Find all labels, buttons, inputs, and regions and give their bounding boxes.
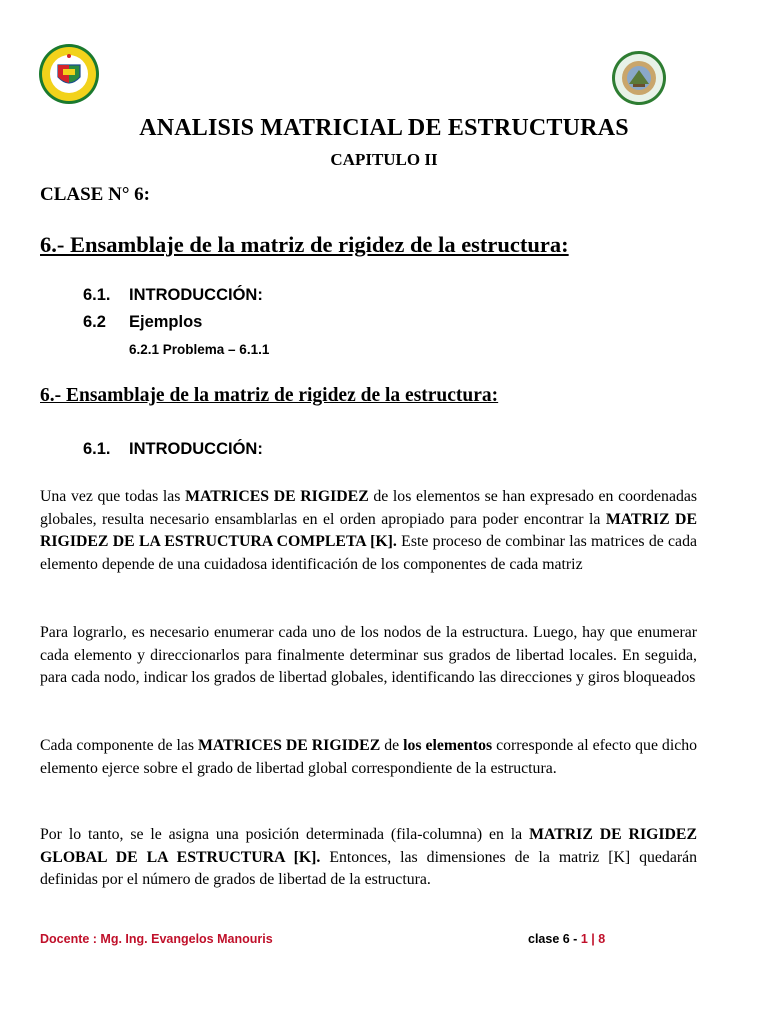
toc-item-text: 6.2.1 Problema – 6.1.1 [129, 342, 270, 357]
paragraph-4: Por lo tanto, se le asigna una posición determinada (fila-columna) en la MATRIZ DE RIGIDEZ GLOBAL DE LA ESTRUCTURA [K]. Entonces, las dimensiones de la matriz [K] quedarán definidas por el número de grados de libertad de la estructura. [40, 826, 698, 888]
footer-separator: | [591, 932, 595, 946]
footer-docente: Docente : Mg. Ing. Evangelos Manouris [40, 932, 273, 946]
engineering-school-seal-icon [611, 50, 667, 106]
section-heading-repeat: 6.- Ensamblaje de la matriz de rigidez de la estructura: [40, 385, 499, 406]
toc-item-text: Ejemplos [129, 313, 203, 331]
university-seal-icon [38, 43, 100, 105]
toc-item-ejemplos [83, 313, 202, 332]
footer-page-number [528, 932, 605, 946]
paragraph-1: Una vez que todas las MATRICES DE RIGIDEZ de los elementos se han expresado en coordenadas globales, resulta necesario ensamblarlas en el orden apropiado para poder encontrar la MATRIZ DE RIGIDEZ DE LA ESTRUCTURA COMPLETA [K]. Este proceso de combinar las matrices de cada elemento depende de una cuidadosa identificación de los componentes de cada matriz [40, 488, 698, 573]
footer-total-pages: 8 [598, 932, 606, 946]
footer-class-label: clase 6 - [528, 932, 578, 946]
toc-item-number: 6.1. [83, 286, 111, 304]
toc-item-introduccion [83, 286, 263, 305]
toc-item-problema [129, 342, 269, 357]
toc-item-text: INTRODUCCIÓN: [129, 286, 263, 304]
subsection-number: 6.1. [83, 440, 111, 458]
document-title: ANALISIS MATRICIAL DE ESTRUCTURAS [139, 115, 629, 141]
paragraph-2: Para lograrlo, es necesario enumerar cada uno de los nodos de la estructura. Luego, hay que enumerar cada elemento y direccionarlos para finalmente determinar sus grados de libertad locales. En seguida, para cada nodo, indicar los grados de libertad globales, identificando las direcciones y giros bloqueados [40, 624, 697, 686]
class-number-label: CLASE N° 6: [40, 184, 151, 205]
chapter-label: CAPITULO II [330, 150, 438, 169]
paragraph-3: Cada componente de las MATRICES DE RIGIDEZ de los elementos corresponde al efecto que dicho elemento ejerce sobre el grado de libertad global correspondiente de la estructura. [40, 737, 698, 777]
footer-current-page: 1 [580, 932, 588, 946]
section-heading: 6.- Ensamblaje de la matriz de rigidez de la estructura: [40, 232, 569, 257]
toc-item-number: 6.2 [83, 313, 106, 331]
subsection-text: INTRODUCCIÓN: [129, 440, 263, 458]
subsection-heading [83, 440, 263, 459]
